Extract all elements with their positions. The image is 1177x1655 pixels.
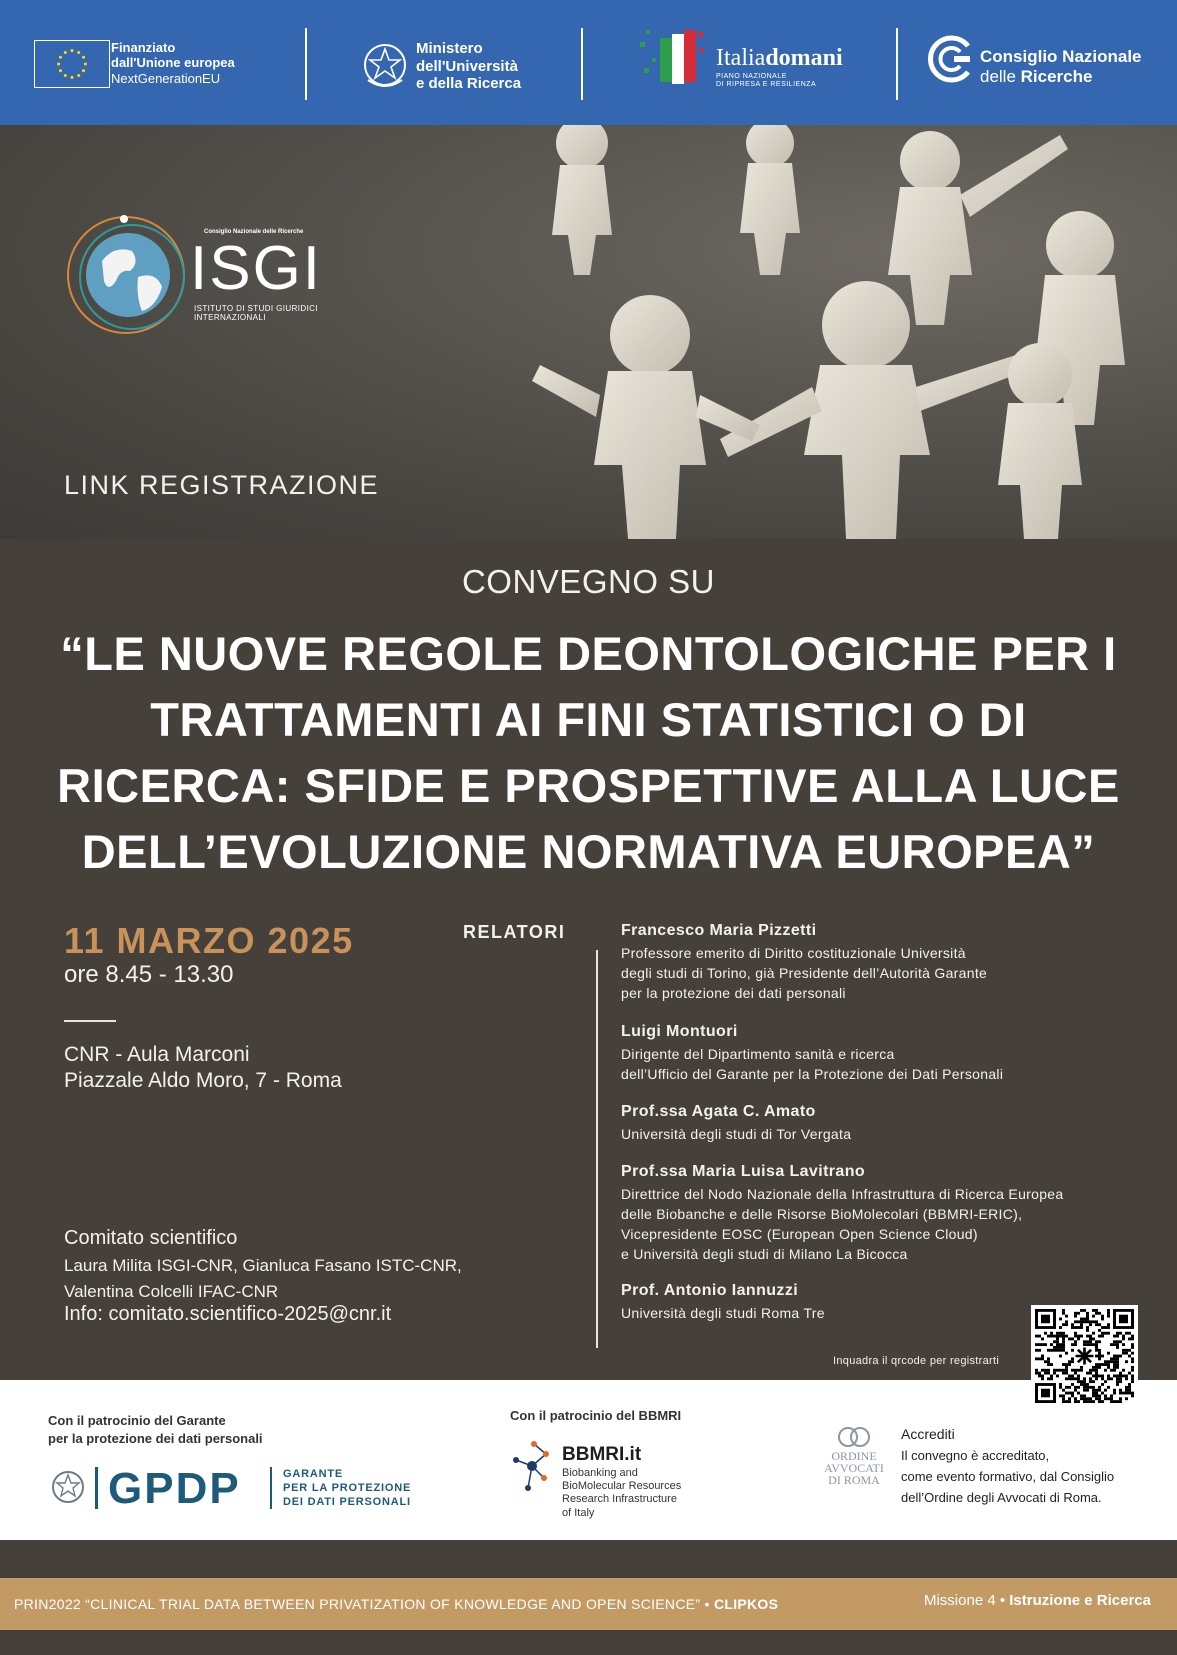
mur-label: Ministero dell'Università e della Ricerca [416,40,522,93]
bbmri-network-icon [508,1440,556,1500]
event-venue: CNR - Aula Marconi [64,1043,250,1066]
speaker-role: e Università degli studi di Milano La Bicocca [621,1246,908,1262]
convegno-heading: CONVEGNO SU [461,563,716,600]
speaker-role: Università degli studi di Tor Vergata [621,1126,852,1142]
gpdp-logo: GPDP [108,1464,241,1513]
speaker [621,1023,1141,1084]
divider [95,1467,98,1509]
qr-caption: Inquadra il qrcode per registrarti [833,1355,1000,1367]
bbmri-caption: Con il patrocinio del BBMRI [510,1408,682,1423]
cnr-logo-icon [924,34,974,84]
isgi-cnr-caption: Consiglio Nazionale delle Ricerche [204,229,304,235]
speaker [621,922,1141,1003]
divider [64,1020,116,1022]
speaker-role: delle Biobanche e delle Risorse BioMolecolari (BBMRI-ERIC), [621,1206,1023,1222]
italiadomani-label: Italiadomani [716,45,843,71]
speaker-role: Università degli studi Roma Tre [621,1305,825,1321]
accrediti-block: Accrediti Il convegno è accreditato, come evento formativo, dal Consiglio dell’Ordine degli Avvocati di Roma. [901,1426,1115,1505]
event-hours: ore 8.45 - 13.30 [64,961,234,988]
italian-emblem-icon [50,1468,86,1506]
comitato-heading: Comitato scientifico [64,1227,238,1249]
relatori-heading: RELATORI [463,922,566,942]
isgi-acronym: ISGI [190,234,323,303]
footer-mission: Missione 4 • Istruzione e Ricerca [923,1592,1151,1609]
speaker-name: Prof.ssa Agata C. Amato [621,1103,816,1120]
divider [896,28,898,100]
logo-bar [0,0,1177,125]
title-line-3: RICERCA: SFIDE E PROSPETTIVE ALLA LUCE [57,759,1120,812]
cnr-label: Consiglio Nazionale delle Ricerche [980,47,1142,87]
bbmri-logo: BBMRI.it [562,1444,642,1465]
comitato-members: Valentina Colcelli IFAC-CNR [64,1282,279,1301]
speaker [621,1103,1141,1144]
event-date: 11 MARZO 2025 [64,920,354,961]
qr-code-icon [1035,1309,1134,1403]
isgi-full-name: ISTITUTO DI STUDI GIURIDICI INTERNAZIONALI [194,304,318,322]
speaker-role: dell’Ufficio del Garante per la Protezione dei Dati Personali [621,1066,1004,1082]
gpdp-subtitle: GARANTE PER LA PROTEZIONE DEI DATI PERSONALI [283,1468,412,1508]
divider [596,950,598,1348]
speaker-role: degli studi di Torino, già Presidente dell’Autorità Garante [621,965,988,981]
speaker-name: Luigi Montuori [621,1023,738,1040]
event-address: Piazzale Aldo Moro, 7 - Roma [64,1069,342,1092]
isgi-globe-icon [60,215,200,335]
title-line-1: “LE NUOVE REGOLE DEONTOLOGICHE PER I [60,627,1117,680]
title-line-4: DELL’EVOLUZIONE NORMATIVA EUROPEA” [81,825,1096,878]
italiadomani-sub: PIANO NAZIONALE DI RIPRESA E RESILIENZA [716,73,817,88]
footer-project: PRIN2022 “CLINICAL TRIAL DATA BETWEEN PRIVATIZATION OF KNOWLEDGE AND OPEN SCIENCE” • CLIPKOS [14,1596,779,1612]
footer-bottom-strip [0,1630,1177,1655]
italian-emblem-icon [362,40,408,90]
divider [581,28,583,100]
patronage-band [0,1380,1177,1540]
eu-label: Finanziato dall'Unione europea NextGenerationEU [111,40,235,86]
bottom-spacer [0,1540,1177,1578]
speaker [621,1163,1141,1264]
divider [305,28,307,100]
speaker-role: Professore emerito di Diritto costituzionale Università [621,945,966,961]
bbmri-subtitle: Biobanking and BioMolecular Resources Research Infrastructure of Italy [562,1467,682,1519]
title-line-2: TRATTAMENTI AI FINI STATISTICI O DI [150,693,1027,746]
registration-link[interactable]: LINK REGISTRAZIONE [64,470,380,500]
speaker-name: Francesco Maria Pizzetti [621,922,817,939]
gpdp-caption: Con il patrocinio del Garante per la protezione dei dati personali [48,1413,263,1447]
speaker-role: Vicepresidente EOSC (European Open Science Cloud) [621,1226,978,1242]
speaker-name: Prof.ssa Maria Luisa Lavitrano [621,1163,866,1180]
registration-qr-code[interactable] [1031,1305,1138,1407]
ordine-avvocati-seal-icon [836,1424,872,1450]
speaker-role: Direttrice del Nodo Nazionale della Infrastruttura di Ricerca Europea [621,1186,1064,1202]
divider [270,1467,272,1509]
info-email[interactable]: Info: comitato.scientifico-2025@cnr.it [64,1303,392,1325]
speaker-role: Dirigente del Dipartimento sanità e ricerca [621,1046,895,1062]
eu-flag-icon [34,40,110,88]
speaker-name: Prof. Antonio Iannuzzi [621,1282,799,1299]
footer-bar [0,1578,1177,1630]
speaker-role: per la protezione dei dati personali [621,985,846,1001]
ordine-avvocati-logo: ORDINE AVVOCATI DI ROMA [824,1449,884,1487]
comitato-members: Laura Milita ISGI-CNR, Gianluca Fasano ISTC-CNR, [64,1256,462,1275]
italiadomani-logo-icon [638,28,710,90]
